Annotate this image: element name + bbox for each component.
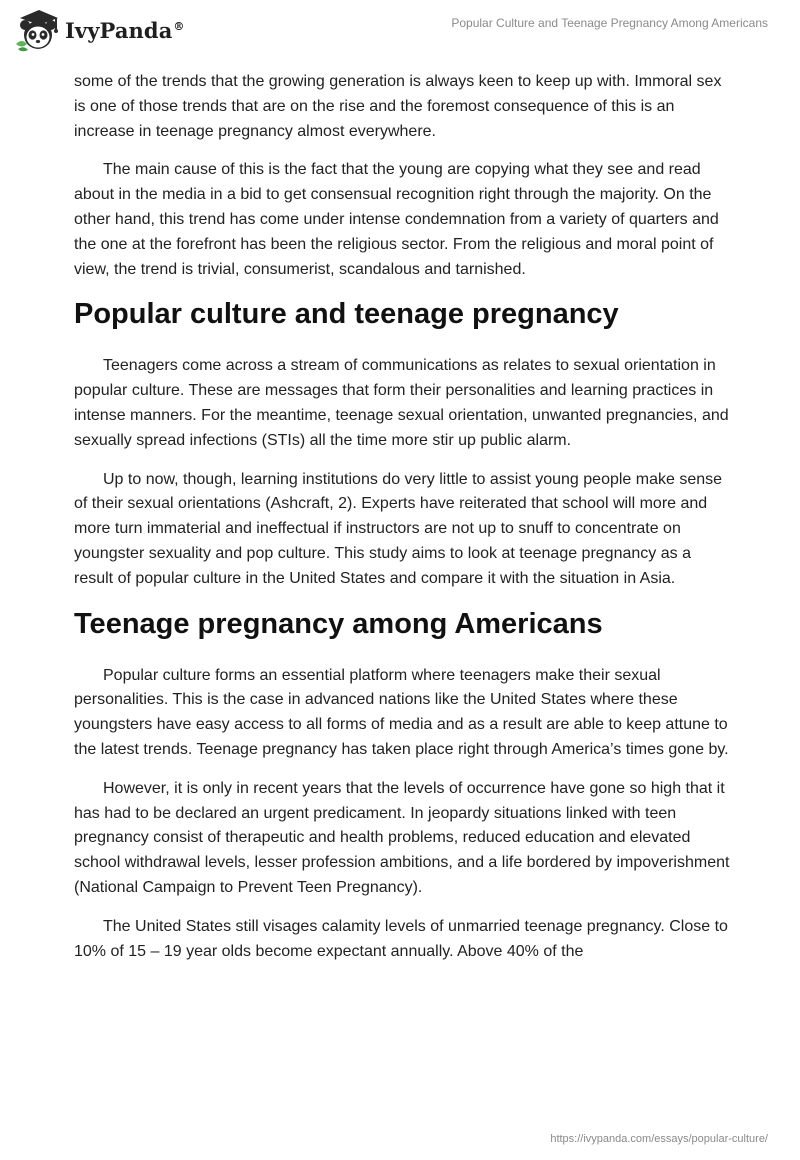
logo-wordmark: IvyPanda bbox=[65, 17, 173, 43]
ivypanda-logo[interactable] bbox=[14, 8, 185, 52]
body-paragraph: Popular culture forms an essential platform where teenagers make their sexual personalities. This is the case in advanced nations like the United States where these youngsters have easy access to all forms of media and as a result are able to keep attune to the latest trends. Teenage pregnancy has taken place right through America’s times gone by. bbox=[74, 666, 729, 758]
source-url[interactable]: https://ivypanda.com/essays/popular-culture/ bbox=[550, 1133, 768, 1145]
body-paragraph: Teenagers come across a stream of communications as relates to sexual orientation in popular culture. These are messages that form their personalities and learning practices in intense manners. For the meantime, teenage sexual orientation, unwanted pregnancies, and sexually spread infections (STIs) all the time more stir up public alarm. bbox=[74, 357, 729, 449]
section-heading: Teenage pregnancy among Americans bbox=[74, 607, 603, 640]
body-paragraph: The main cause of this is the fact that the young are copying what they see and read about in the media in a bid to get consensual recognition right through the majority. On the other hand, this trend has come under intense condemnation from a variety of quarters and the one at the forefront has been the religious sector. From the religious and moral point of view, the trend is trivial, consumerist, scandalous and tarnished. bbox=[74, 161, 719, 278]
panda-graduation-cap-icon bbox=[14, 8, 60, 52]
body-paragraph: However, it is only in recent years that the levels of occurrence have gone so high that it has had to be declared an urgent predicament. In jeopardy situations linked with teen pregnancy consist of therapeutic and health problems, reduced education and elevated school withdrawal levels, lesser profession ambitions, and a life bordered by impoverishment (National Campaign to Prevent Teen Pregnancy). bbox=[74, 779, 730, 896]
essay-body bbox=[74, 70, 734, 978]
body-paragraph: The United States still visages calamity levels of unmarried teenage pregnancy. Close to 10% of 15 – 19 year olds become expectant annually. Above 40% of the bbox=[74, 917, 728, 960]
page-header bbox=[0, 0, 800, 70]
logo-text bbox=[65, 18, 185, 43]
body-paragraph: some of the trends that the growing generation is always keen to keep up with. Immoral sex is one of those trends that are on the rise and the foremost consequence of this is an increase in teenage pregnancy almost everywhere. bbox=[74, 73, 722, 140]
registered-mark: ® bbox=[173, 19, 185, 33]
document-title: Popular Culture and Teenage Pregnancy Among Americans bbox=[451, 16, 768, 30]
body-paragraph: Up to now, though, learning institutions do very little to assist young people make sense of their sexual orientations (Ashcraft, 2). Experts have reiterated that school will more and more turn immaterial and ineffectual if instructors are not up to snuff to concentrate on youngster sexuality and pop culture. This study aims to look at teenage pregnancy as a result of popular culture in the United States and compare it with the situation in Asia. bbox=[74, 470, 723, 587]
section-heading: Popular culture and teenage pregnancy bbox=[74, 298, 619, 331]
